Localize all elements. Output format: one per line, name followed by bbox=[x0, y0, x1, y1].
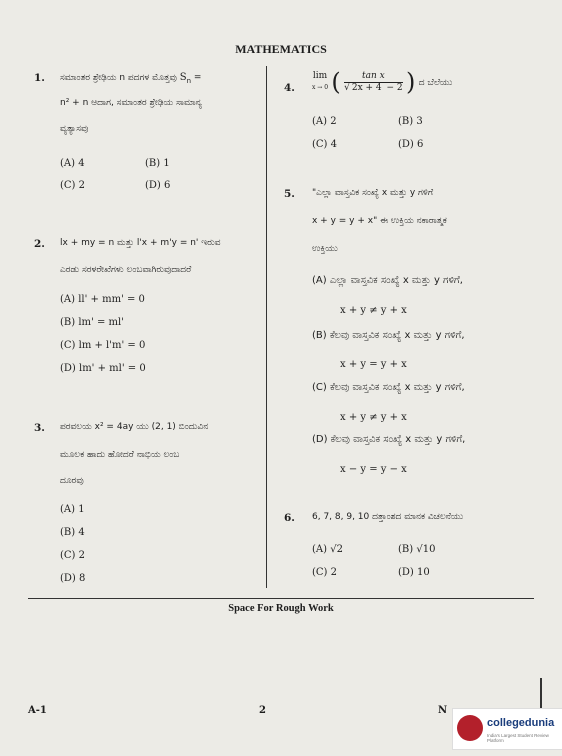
question-5-option-d[interactable]: (D) ಕೆಲವು ವಾಸ್ತವಿಕ ಸಂಖ್ಯೆ x ಮತ್ತು y ಗಳಿಗೆ, bbox=[312, 434, 466, 445]
question-2-option-a[interactable]: (A) ll' + mm' = 0 bbox=[60, 294, 145, 305]
question-6-option-c[interactable]: (C) 2 bbox=[312, 567, 337, 578]
question-5-option-d-math: x − y = y − x bbox=[340, 464, 407, 475]
paper-code: A-1 bbox=[28, 705, 47, 716]
question-1-text-line3: ವ್ಯತ್ಯಾಸವು bbox=[60, 124, 89, 134]
question-3-text-line3: ದೂರವು bbox=[60, 476, 84, 486]
question-4-expression: lim x → 0 ( $\frac{\text{tan x}}{√ 2x + 4 - 2}$ ) ದ ಬೆಲೆಯು bbox=[312, 68, 453, 96]
question-5-text-line3: ಉಕ್ತಿಯು bbox=[312, 244, 338, 254]
question-1-line1-kannada: ಸಮಾಂತರ ಶ್ರೇಢಿಯ n ಪದಗಳ ಮೊತ್ತವು bbox=[60, 73, 177, 83]
question-2-number: 2. bbox=[34, 238, 45, 250]
question-4-lim: lim x → 0 bbox=[312, 71, 329, 91]
question-5-option-a[interactable]: (A) ಎಲ್ಲಾ ವಾಸ್ತವಿಕ ಸಂಖ್ಯೆ x ಮತ್ತು y ಗಳಿಗೆ, bbox=[312, 275, 463, 286]
question-1-option-d[interactable]: (D) 6 bbox=[145, 180, 171, 191]
question-4-option-b[interactable]: (B) 3 bbox=[398, 116, 423, 127]
question-5-text-line2: x + y = y + x" ಈ ಉಕ್ತಿಯ ನಕಾರಾತ್ಮಕ bbox=[312, 216, 447, 226]
question-5-option-a-math: x + y ≠ y + x bbox=[340, 305, 407, 316]
question-4-suffix: ದ ಬೆಲೆಯು bbox=[418, 78, 453, 88]
question-3-option-b[interactable]: (B) 4 bbox=[60, 527, 85, 538]
page-number: 2 bbox=[259, 705, 266, 716]
question-1-option-a[interactable]: (A) 4 bbox=[60, 158, 85, 169]
collegedunia-logo bbox=[452, 708, 562, 750]
page-title: MATHEMATICS bbox=[235, 42, 327, 56]
question-6-option-d[interactable]: (D) 10 bbox=[398, 567, 430, 578]
logo-name: collegedunia bbox=[487, 717, 555, 729]
question-4-option-c[interactable]: (C) 4 bbox=[312, 139, 337, 150]
question-6-number: 6. bbox=[284, 512, 295, 524]
question-4-numerator: tan x bbox=[344, 71, 403, 83]
question-1-sn: S bbox=[179, 72, 187, 83]
question-5-option-b[interactable]: (B) ಕೆಲವು ವಾಸ್ತವಿಕ ಸಂಖ್ಯೆ x ಮತ್ತು y ಗಳಿಗೆ, bbox=[312, 330, 465, 341]
question-4-denominator: √ 2x + 4 − 2 bbox=[344, 82, 403, 93]
question-6-text-line1: 6, 7, 8, 9, 10 ದತ್ತಾಂಶದ ಮಾನಕ ವಿಚಲನೆಯು bbox=[312, 512, 464, 522]
question-1-sn-sub: n bbox=[186, 76, 192, 85]
question-5-option-c[interactable]: (C) ಕೆಲವು ವಾಸ್ತವಿಕ ಸಂಖ್ಯೆ x ಮತ್ತು y ಗಳಿಗೆ, bbox=[312, 382, 465, 393]
question-6-option-a[interactable]: (A) √2 bbox=[312, 544, 343, 555]
question-1-option-c[interactable]: (C) 2 bbox=[60, 180, 85, 191]
question-4-option-d[interactable]: (D) 6 bbox=[398, 139, 424, 150]
question-2-option-d[interactable]: (D) lm' + ml' = 0 bbox=[60, 363, 146, 374]
question-1-option-b[interactable]: (B) 1 bbox=[145, 158, 170, 169]
right-mark: N bbox=[438, 705, 448, 716]
question-1-text-line2: n² + n ಆದಾಗ, ಸಮಾಂತರ ಶ್ರೇಢಿಯ ಸಾಮಾನ್ಯ bbox=[60, 98, 202, 108]
question-5-number: 5. bbox=[284, 188, 295, 200]
rough-work-label: Space For Rough Work bbox=[228, 603, 334, 614]
question-3-text-line2: ಮೂಲಕ ಹಾದು ಹೋದರೆ ನಾಭಿಯ ಲಂಬ bbox=[60, 450, 180, 460]
question-3-option-a[interactable]: (A) 1 bbox=[60, 504, 85, 515]
question-3-option-c[interactable]: (C) 2 bbox=[60, 550, 85, 561]
logo-tagline: India's Largest Student Review Platform bbox=[487, 733, 549, 743]
question-4-fraction bbox=[344, 71, 403, 94]
question-2-text-line2: ಎರಡು ಸರಳರೇಖೆಗಳು ಲಂಬವಾಗಿರುವುದಾದರೆ bbox=[60, 265, 192, 275]
column-divider bbox=[266, 66, 267, 588]
question-2-option-c[interactable]: (C) lm + l'm' = 0 bbox=[60, 340, 146, 351]
question-3-number: 3. bbox=[34, 422, 45, 434]
question-3-text-line1: ಪರವಲಯ x² = 4ay ಯು (2, 1) ಬಿಂದುವಿನ bbox=[60, 422, 209, 432]
question-5-text-line1: "ಎಲ್ಲಾ ವಾಸ್ತವಿಕ ಸಂಖ್ಯೆ x ಮತ್ತು y ಗಳಿಗೆ bbox=[312, 188, 434, 198]
question-6-option-b[interactable]: (B) √10 bbox=[398, 544, 436, 555]
question-5-option-c-math: x + y ≠ y + x bbox=[340, 412, 407, 423]
question-2-text-line1: lx + my = n ಮತ್ತು l'x + m'y = n' ಇರುವ bbox=[60, 238, 221, 248]
question-2-option-b[interactable]: (B) lm' = ml' bbox=[60, 317, 124, 328]
question-1-eq: = bbox=[191, 73, 202, 83]
question-5-option-b-math: x + y = y + x bbox=[340, 359, 407, 370]
footer-divider bbox=[28, 598, 534, 599]
question-3-option-d[interactable]: (D) 8 bbox=[60, 573, 86, 584]
question-4-number: 4. bbox=[284, 82, 295, 94]
mascot-icon bbox=[457, 715, 483, 741]
question-4-option-a[interactable]: (A) 2 bbox=[312, 116, 337, 127]
question-1-text-line1 bbox=[60, 72, 201, 85]
question-1-number: 1. bbox=[34, 72, 45, 84]
page-edge-mark bbox=[540, 678, 542, 708]
